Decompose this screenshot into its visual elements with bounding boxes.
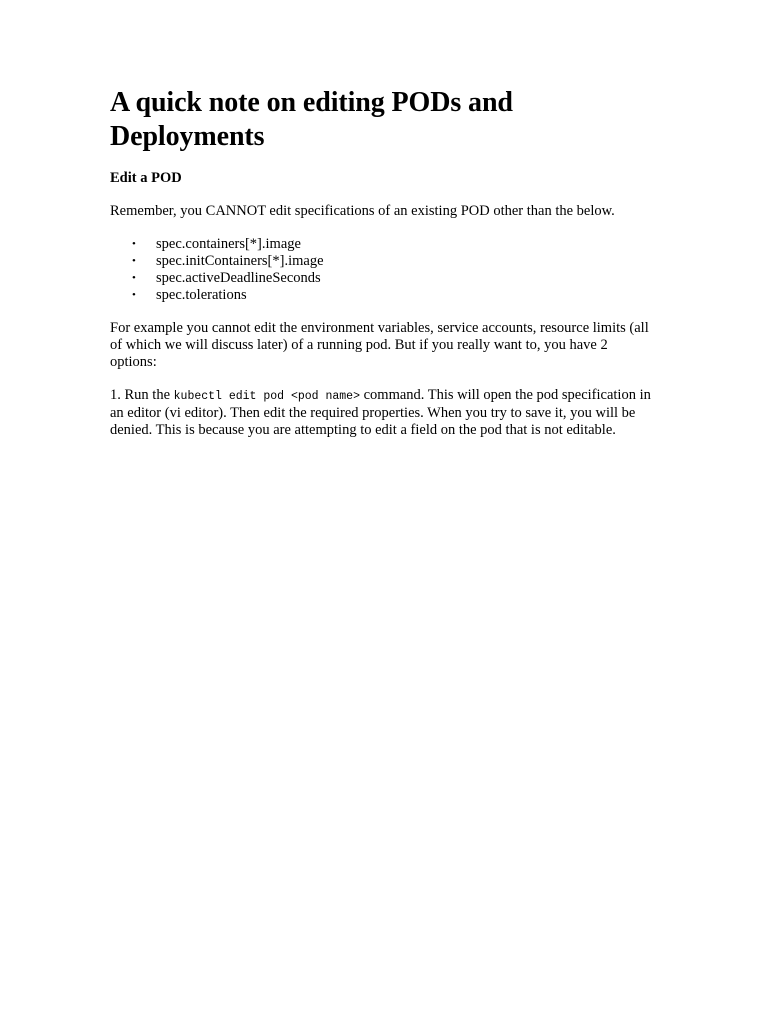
bullet-icon: •: [132, 255, 136, 267]
list-item: [132, 253, 658, 270]
bullet-icon: •: [132, 272, 136, 284]
list-item-text: spec.tolerations: [156, 287, 247, 303]
section-heading: Edit a POD: [110, 170, 182, 186]
list-item-text: spec.containers[*].image: [156, 236, 301, 252]
page-title: A quick note on editing PODs and Deployments: [110, 87, 513, 152]
document-page: [110, 86, 658, 455]
option-1-paragraph: [110, 387, 658, 439]
intro-paragraph: Remember, you CANNOT edit specifications of an existing POD other than the below.: [110, 203, 615, 219]
list-item-text: spec.activeDeadlineSeconds: [156, 270, 321, 286]
editable-fields-list: [110, 236, 658, 304]
list-item: [132, 236, 658, 253]
list-item-text: spec.initContainers[*].image: [156, 253, 324, 269]
bullet-icon: •: [132, 238, 136, 250]
list-item: [132, 270, 658, 287]
list-item: [132, 287, 658, 304]
example-paragraph: For example you cannot edit the environment variables, service accounts, resource limits (all of which we will discuss later) of a running pod. But if you really want to, you have 2 options:: [110, 320, 649, 370]
option-1-suffix: command. This will open the pod specification in an editor (vi editor). Then edit the required properties. When you try to save it, you will be denied. This is because you are attempting to edit a field on the pod that is not editable.: [110, 387, 651, 438]
kubectl-command: kubectl edit pod <pod name>: [173, 390, 360, 403]
option-1-prefix: 1. Run the: [110, 387, 174, 403]
bullet-icon: •: [132, 289, 136, 301]
